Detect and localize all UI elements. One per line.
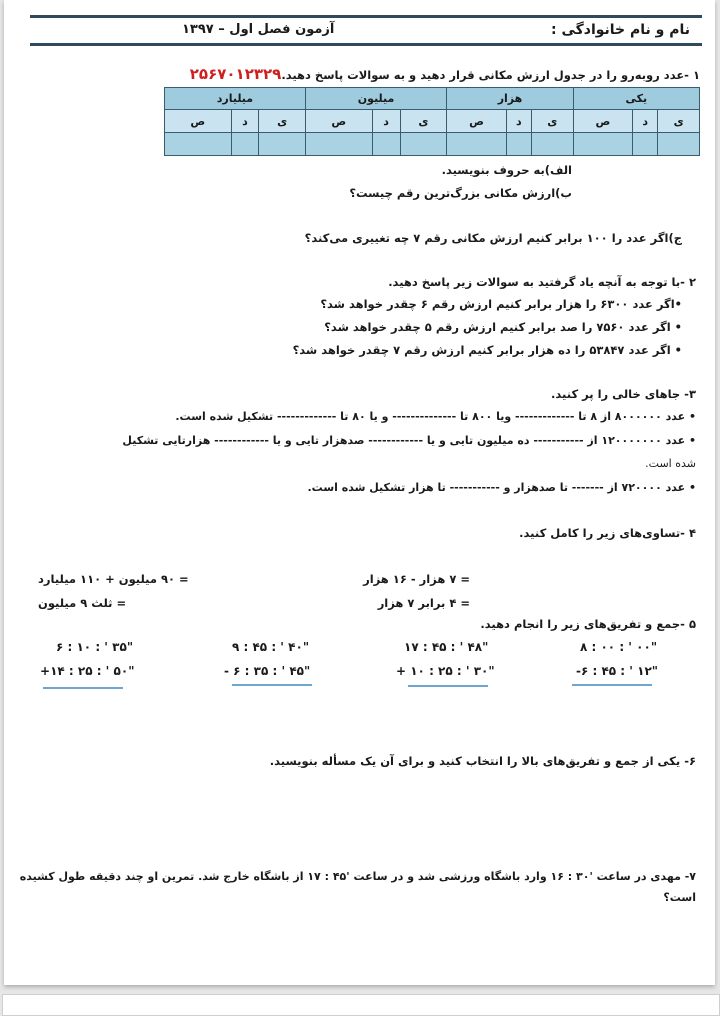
q5-problem-3-top: "۴۰ ' : ۴۵ : ۹ xyxy=(232,640,310,654)
exam-title: آزمون فصل اول – ۱۳۹۷ xyxy=(182,22,335,37)
group-header-ones: یکی xyxy=(573,88,699,110)
sub-header-hundreds: ص xyxy=(165,110,232,133)
q4-prompt: ۴ -تساوی‌های زیر را کامل کنید. xyxy=(519,526,696,540)
q5-problem-4-bottom: "۵۰ ' : ۲۵ : ۱۴+ xyxy=(40,664,135,678)
student-name-label: نام و نام خانوادگی : xyxy=(550,22,690,38)
q5-problem-1-answer-line[interactable] xyxy=(572,684,652,686)
q3-line-2: • عدد ۱۲۰۰۰۰۰۰۰ از ----------- ده میلیون تایی و یا ------------ صدهزار تایی و یا ------------ هزارتایی تشکیل xyxy=(122,434,696,447)
answer-cell[interactable] xyxy=(447,133,507,156)
q5-prompt: ۵ -جمع و تفریق‌های زیر را انجام دهید. xyxy=(480,617,696,631)
q5-problem-3-answer-line[interactable] xyxy=(232,684,312,686)
q1-prompt: ۱ -عدد روبه‌رو را در جدول ارزش مکانی قرار دهید و به سوالات پاسخ دهید. xyxy=(281,68,700,82)
q1-prompt-row xyxy=(190,64,700,83)
q3-line-1: • عدد ۸۰۰۰۰۰۰ از ۸ تا ------------- ویا ۸۰۰ تا -------------- و یا ۸۰ تا ------------- تشکیل شده است. xyxy=(175,410,696,423)
sub-header-ones: ی xyxy=(259,110,305,133)
q1-part-a: الف)به حروف بنویسید. xyxy=(441,163,572,177)
answer-cell[interactable] xyxy=(633,133,658,156)
sub-header-ones: ی xyxy=(531,110,573,133)
q5-problem-2-answer-line[interactable] xyxy=(408,685,488,687)
q4-item: = ثلث ۹ میلیون xyxy=(38,596,127,610)
q5-problem-2-bottom: "۳۰ ' : ۲۵ : ۱۰ + xyxy=(396,664,495,678)
sub-header-tens: د xyxy=(372,110,400,133)
q2-item: •اگر عدد ۶۳۰۰ را هزار برابر کنیم ارزش رقم ۶ چقدر خواهد شد؟ xyxy=(320,297,682,311)
sub-header-hundreds: ص xyxy=(447,110,507,133)
answer-cell[interactable] xyxy=(400,133,447,156)
next-page-edge xyxy=(2,994,720,1016)
q3-line-3: • عدد ۷۲۰۰۰۰ از ------- تا صدهزار و ----------- تا هزار تشکیل شده است. xyxy=(307,481,696,494)
q2-prompt: ۲ -با توجه به آنچه یاد گرفتید به سوالات زیر پاسخ دهید. xyxy=(388,275,696,289)
group-header-billion: میلیارد xyxy=(165,88,306,110)
q5-problem-1-top: "۰۰ ' : ۰۰ : ۸ xyxy=(580,640,658,654)
q6-prompt: ۶- یکی از جمع و تفریق‌های بالا را انتخاب کنید و برای آن یک مسأله بنویسید. xyxy=(269,754,696,768)
sub-header-tens: د xyxy=(506,110,531,133)
q4-item: = ۹۰ میلیون + ۱۱۰ میلیارد xyxy=(38,572,189,586)
q7-line-2: است؟ xyxy=(663,891,696,904)
q2-item: • اگر عدد ۵۳۸۴۷ را ده هزار برابر کنیم ارزش رقم ۷ چقدر خواهد شد؟ xyxy=(292,343,682,357)
q5-problem-1-bottom: "۱۲ ' : ۴۵ : ۶- xyxy=(576,664,659,678)
answer-cell[interactable] xyxy=(658,133,700,156)
q5-problem-3-bottom: "۴۵ ' : ۳۵ : ۶ - xyxy=(224,664,311,678)
q5-problem-2-top: "۴۸ ' : ۴۵ : ۱۷ xyxy=(404,640,489,654)
q5-problem-4-top: "۳۵ ' : ۱۰ : ۶ xyxy=(56,640,134,654)
answer-cell[interactable] xyxy=(259,133,305,156)
answer-cell[interactable] xyxy=(372,133,400,156)
q1-number: ۲۵۶۷۰۱۲۳۲۹ xyxy=(189,65,282,83)
q2-item: • اگر عدد ۷۵۶۰ را صد برابر کنیم ارزش رقم ۵ چقدر خواهد شد؟ xyxy=(324,320,682,334)
q3-line-2-cont: شده است. xyxy=(645,457,696,470)
answer-cell[interactable] xyxy=(531,133,573,156)
q4-item: = ۷ هزار - ۱۶ هزار xyxy=(363,572,470,586)
q4-item: = ۴ برابر ۷ هزار xyxy=(377,596,470,610)
sub-header-hundreds: ص xyxy=(573,110,633,133)
header-bottom-rule xyxy=(30,43,702,46)
sub-header-hundreds: ص xyxy=(305,110,372,133)
answer-cell[interactable] xyxy=(165,133,232,156)
sub-header-ones: ی xyxy=(658,110,700,133)
answer-cell[interactable] xyxy=(573,133,633,156)
answer-cell[interactable] xyxy=(506,133,531,156)
sub-header-ones: ی xyxy=(400,110,447,133)
place-value-table xyxy=(164,87,700,156)
group-header-thousand: هزار xyxy=(447,88,573,110)
q3-prompt: ۳- جاهای خالی را پر کنید. xyxy=(551,387,696,401)
answer-cell[interactable] xyxy=(231,133,259,156)
sub-header-tens: د xyxy=(231,110,259,133)
group-header-million: میلیون xyxy=(305,88,446,110)
q1-part-b: ب)ارزش مکانی بزرگ‌ترین رقم چیست؟ xyxy=(349,186,572,200)
q7-line-1: ۷- مهدی در ساعت '۳۰ : ۱۶ وارد باشگاه ورزشی شد و در ساعت '۴۵ : ۱۷ از باشگاه خارج شد. تمرین او چند دقیقه طول کشیده xyxy=(19,870,696,883)
sub-header-tens: د xyxy=(633,110,658,133)
q1-part-c: ج)اگر عدد را ۱۰۰ برابر کنیم ارزش مکانی رقم ۷ چه تغییری می‌کند؟ xyxy=(304,231,682,245)
answer-cell[interactable] xyxy=(305,133,372,156)
q5-problem-4-answer-line[interactable] xyxy=(43,687,123,689)
header-top-rule xyxy=(30,15,702,18)
